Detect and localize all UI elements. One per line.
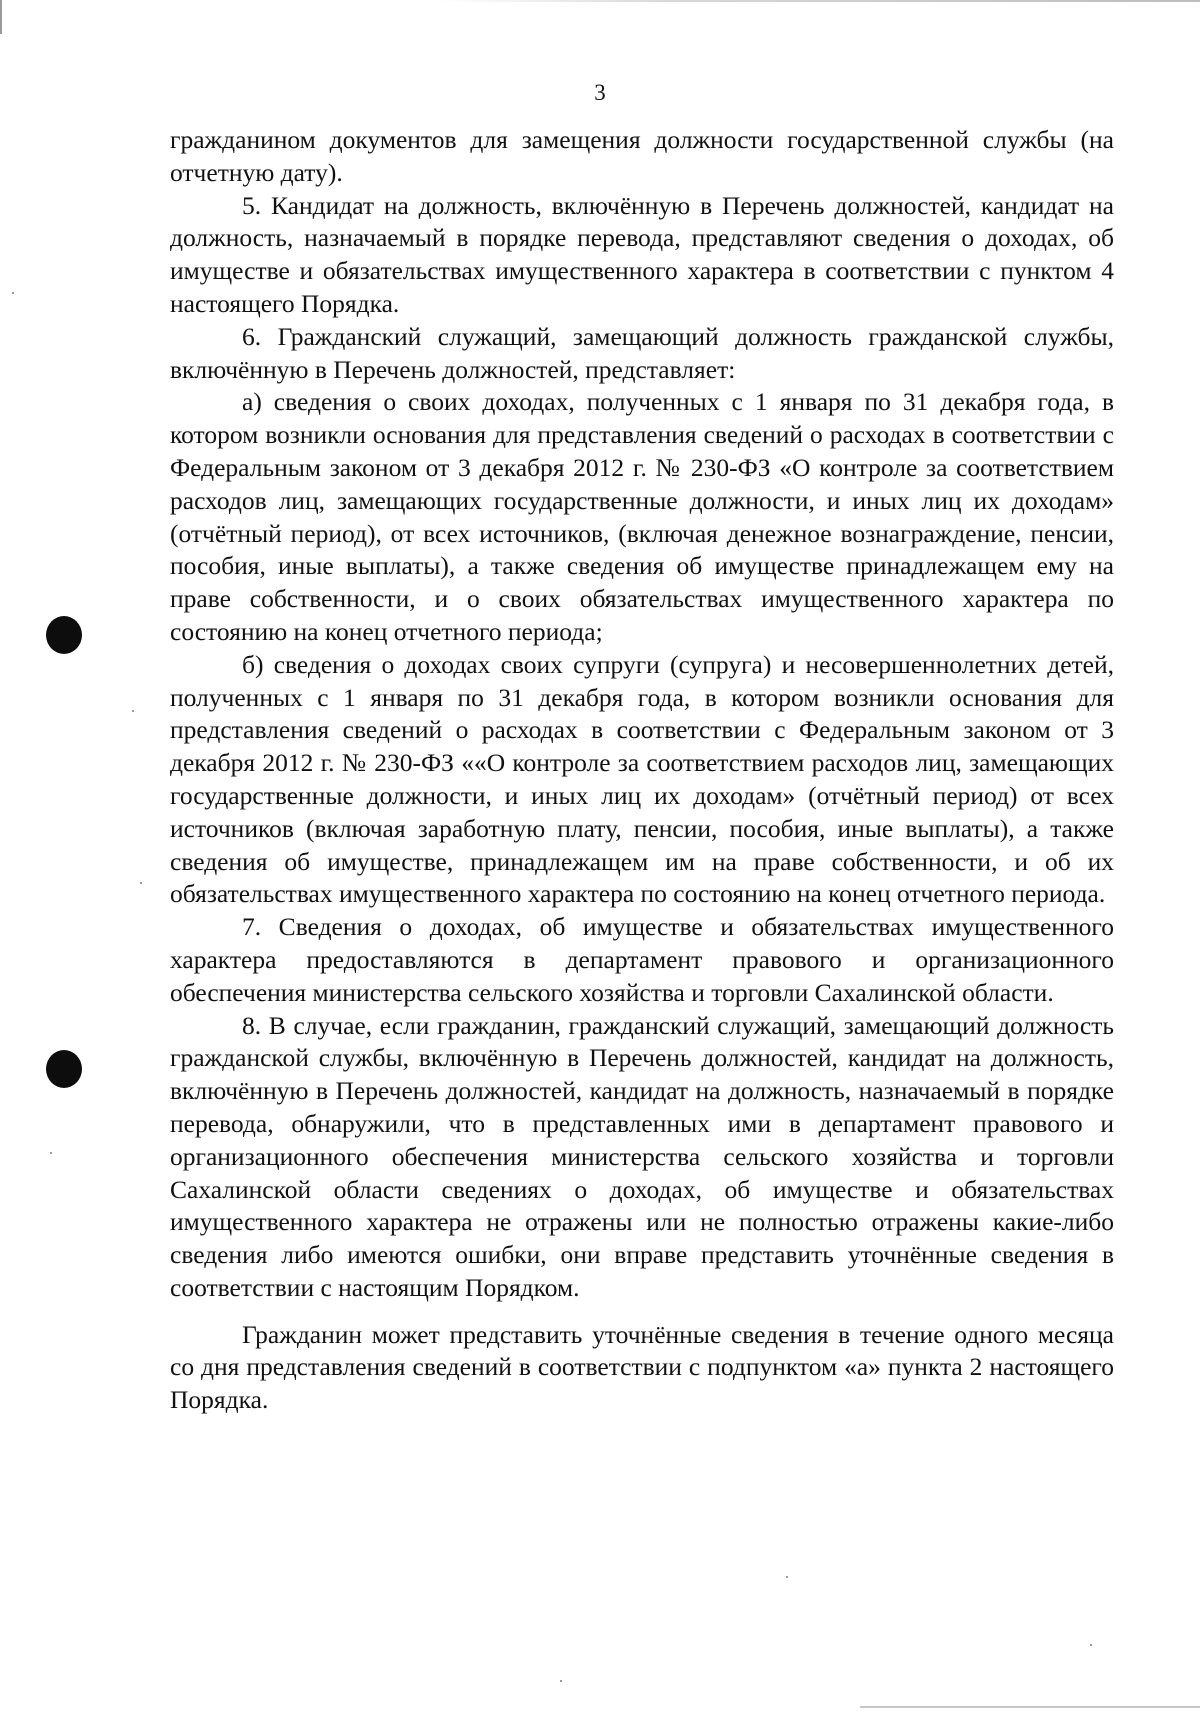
punch-hole-bottom	[46, 1050, 82, 1088]
document-body	[170, 124, 1114, 1417]
paragraph-item-6: 6. Гражданский служащий, замещающий должность гражданской службы, включённую в Перечень должностей, представляет:	[170, 321, 1114, 384]
scan-speck	[140, 882, 142, 884]
scan-edge-left	[0, 0, 2, 34]
paragraph-citizen-correction: Гражданин может представить уточнённые сведения в течение одного месяца со дня представления сведений в соответствии с подпунктом «а» пункта 2 настоящего Порядка.	[170, 1319, 1114, 1415]
scan-speck	[50, 1152, 52, 1154]
paragraph-item-7: 7. Сведения о доходах, об имуществе и обязательствах имущественного характера предоставляются в департамент правового и организационного обеспечения министерства сельского хозяйства и торговли Сахалинской области.	[170, 912, 1114, 1007]
paragraph-item-5: 5. Кандидат на должность, включённую в Перечень должностей, кандидат на должность, назначаемый в порядке перевода, представляют сведения о доходах, об имуществе и обязательствах имущественного характера в соответствии с пунктом 4 настоящего Порядка.	[170, 190, 1114, 318]
scan-edge-bottom	[860, 1706, 1200, 1708]
paragraph-continuation: гражданином документов для замещения должности государственной службы (на отчетную дату).	[170, 125, 1114, 187]
scan-speck	[12, 292, 14, 294]
paragraph-item-6a: а) сведения о своих доходах, полученных с 1 января по 31 декабря года, в котором возникли основания для представления сведений о расходах в соответствии с Федеральным законом от 3 декабря 2012 г. № 230-ФЗ «О контроле за соответствием расходов лиц, замещающих государственные должности, и иных лиц их доходам» (отчётный период), от всех источников, (включая денежное вознаграждение, пенсии, пособия, иные выплаты), а также сведения об имуществе принадлежащем ему на праве собственности, и о своих обязательствах имущественного характера по состоянию на конец отчетного периода;	[170, 387, 1114, 646]
scan-speck	[786, 1576, 788, 1578]
page-number: 3	[594, 80, 606, 105]
scan-speck	[560, 1680, 562, 1682]
paragraph-item-8: 8. В случае, если гражданин, гражданский служащий, замещающий должность гражданской службы, включённую в Перечень должностей, кандидат на должность, включённую в Перечень должностей, кандидат на должность, назначаемый в порядке перевода, обнаружили, что в представленных ими в департамент правового и организационного обеспечения министерства сельского хозяйства и торговли Сахалинской области сведениях о доходах, об имуществе и обязательствах имущественного характера не отражены или не полностью отражены какие-либо сведения либо имеются ошибки, они вправе представить уточнённые сведения в соответствии с настоящим Порядком.	[170, 1010, 1114, 1302]
scan-edge-top	[440, 0, 1200, 2]
paragraph-item-6b: б) сведения о доходах своих супруги (супруга) и несовершеннолетних детей, полученных с 1 января по 31 декабря года, в котором возникли основания для представления сведений о расходах в соответствии с Федеральным законом от 3 декабря 2012 г. № 230-ФЗ ««О контроле за соответствием расходов лиц, замещающих государственные должности, и иных лиц их доходам» (отчётный период) от всех источников (включая заработную плату, пенсии, пособия, иные выплаты), а также сведения об имуществе, принадлежащем им на праве собственности, и об их обязательствах имущественного характера по состоянию на конец отчетного периода.	[170, 649, 1114, 909]
punch-hole-top	[46, 616, 82, 654]
scan-speck	[1090, 1644, 1092, 1646]
scan-speck	[132, 710, 134, 712]
